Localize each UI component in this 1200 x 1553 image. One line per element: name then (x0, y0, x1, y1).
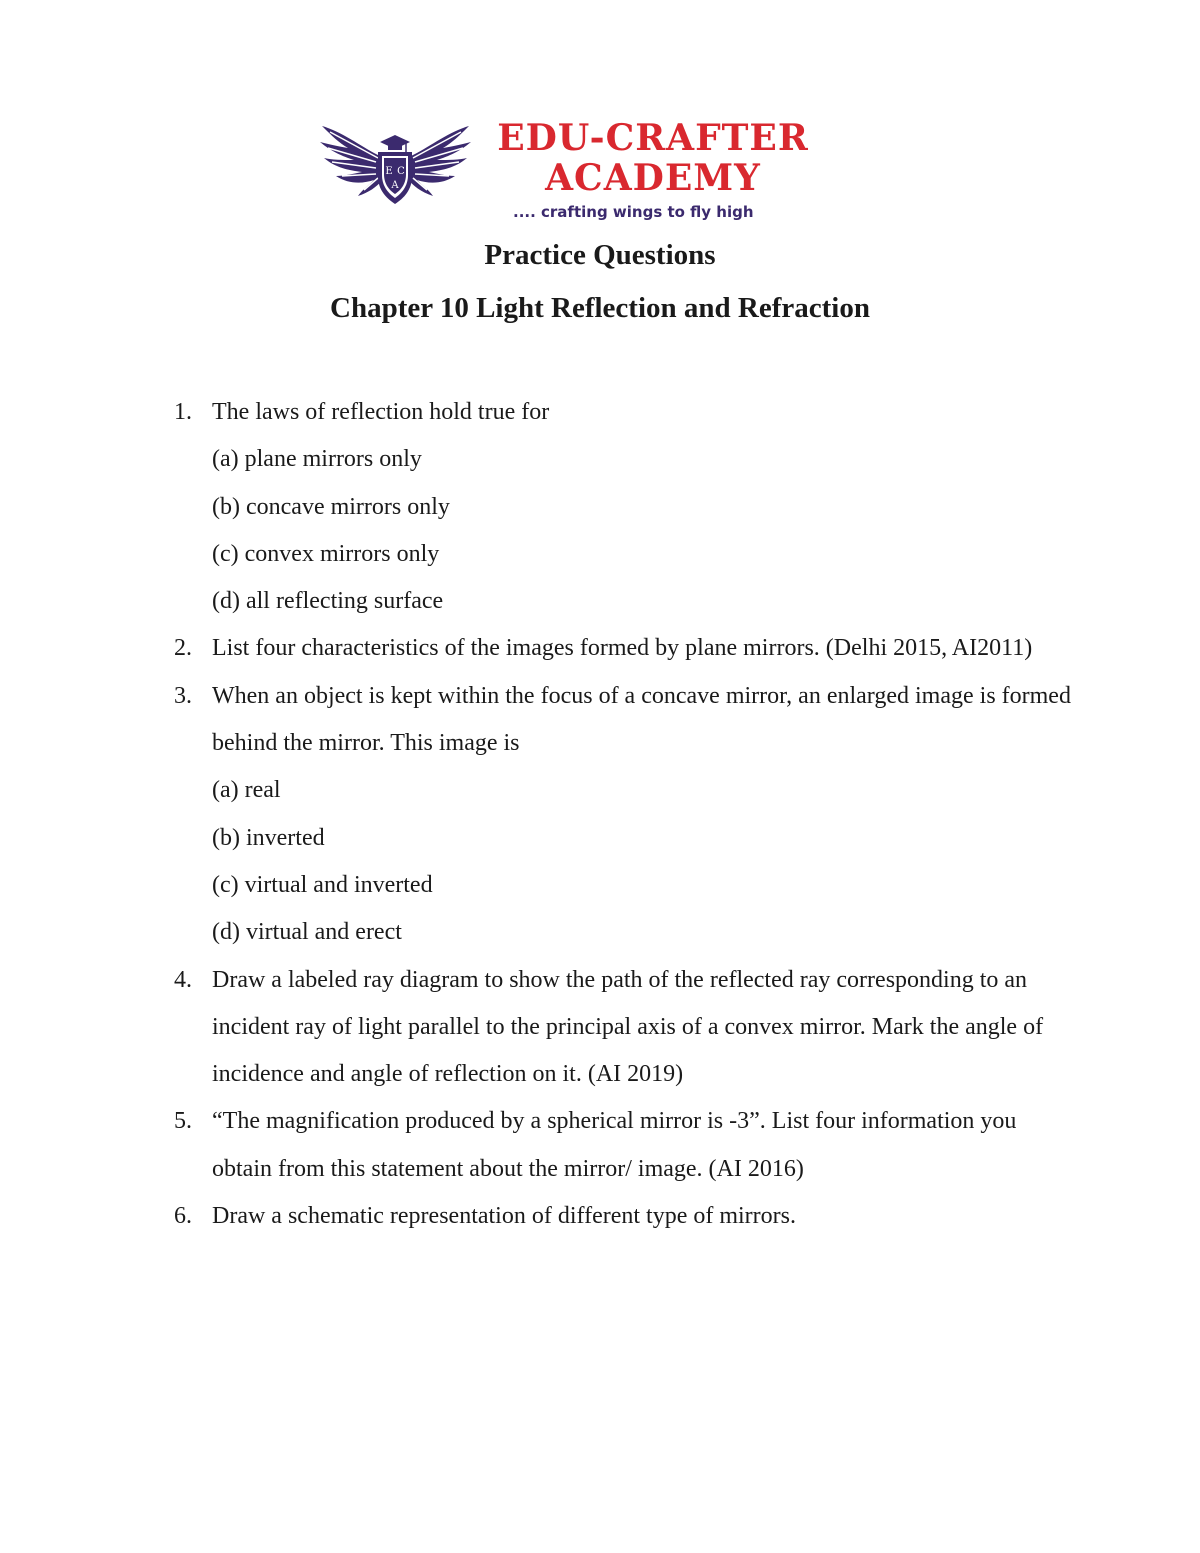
answer-option: (a) real (212, 777, 281, 804)
question-number: 4. (174, 966, 192, 993)
academy-name (478, 118, 828, 198)
answer-option: (a) plane mirrors only (212, 446, 422, 473)
document-subtitle: Practice Questions (484, 239, 716, 271)
question-text: List four characteristics of the images formed by plane mirrors. (Delhi 2015, AI2011) (212, 635, 1033, 662)
question-number: 6. (174, 1203, 192, 1230)
question-text: When an object is kept within the focus of a concave mirror, an enlarged image is formed behind the mirror. This image is (212, 682, 1071, 757)
question-number: 1. (174, 399, 192, 425)
question-number: 5. (174, 1108, 192, 1135)
academy-name-line2: ACADEMY (545, 157, 761, 199)
question-number: 3. (174, 682, 192, 709)
question-list (174, 389, 1074, 1240)
emblem-letter-e: E (385, 166, 393, 177)
winged-shield-icon (318, 118, 473, 208)
emblem-letter-c: C (397, 166, 405, 177)
question-text: Draw a schematic representation of different type of mirrors. (212, 1203, 796, 1230)
question-number: 2. (174, 635, 192, 662)
question-item (174, 389, 1074, 625)
question-item (174, 673, 1074, 957)
answer-option: (d) all reflecting surface (212, 588, 444, 615)
answer-option: (b) inverted (212, 824, 325, 851)
question-item (174, 957, 1074, 1099)
question-item (174, 1193, 1074, 1240)
question-item (174, 625, 1074, 672)
answer-option: (c) convex mirrors only (212, 540, 440, 567)
question-text: The laws of reflection hold true for (212, 399, 550, 425)
academy-tagline: .... crafting wings to fly high (513, 203, 754, 221)
academy-logo (318, 118, 828, 228)
answer-option: (c) virtual and inverted (212, 871, 433, 898)
answer-option: (b) concave mirrors only (212, 493, 450, 520)
academy-name-line1: EDU-CRAFTER (497, 117, 809, 159)
question-text: Draw a labeled ray diagram to show the path of the reflected ray corresponding to an incident ray of light parallel to the principal axis of a convex mirror. Mark the angle of incidence and angle of reflection on it. (AI 2019) (212, 966, 1044, 1088)
emblem-letter-a: A (391, 180, 399, 191)
question-item (174, 1098, 1074, 1193)
question-text: “The magnification produced by a spherical mirror is -3”. List four information you obtain from this statement about the mirror/ image. (AI 2016) (212, 1108, 1017, 1182)
answer-option: (d) virtual and erect (212, 919, 402, 946)
document-title: Chapter 10 Light Reflection and Refraction (330, 292, 870, 324)
